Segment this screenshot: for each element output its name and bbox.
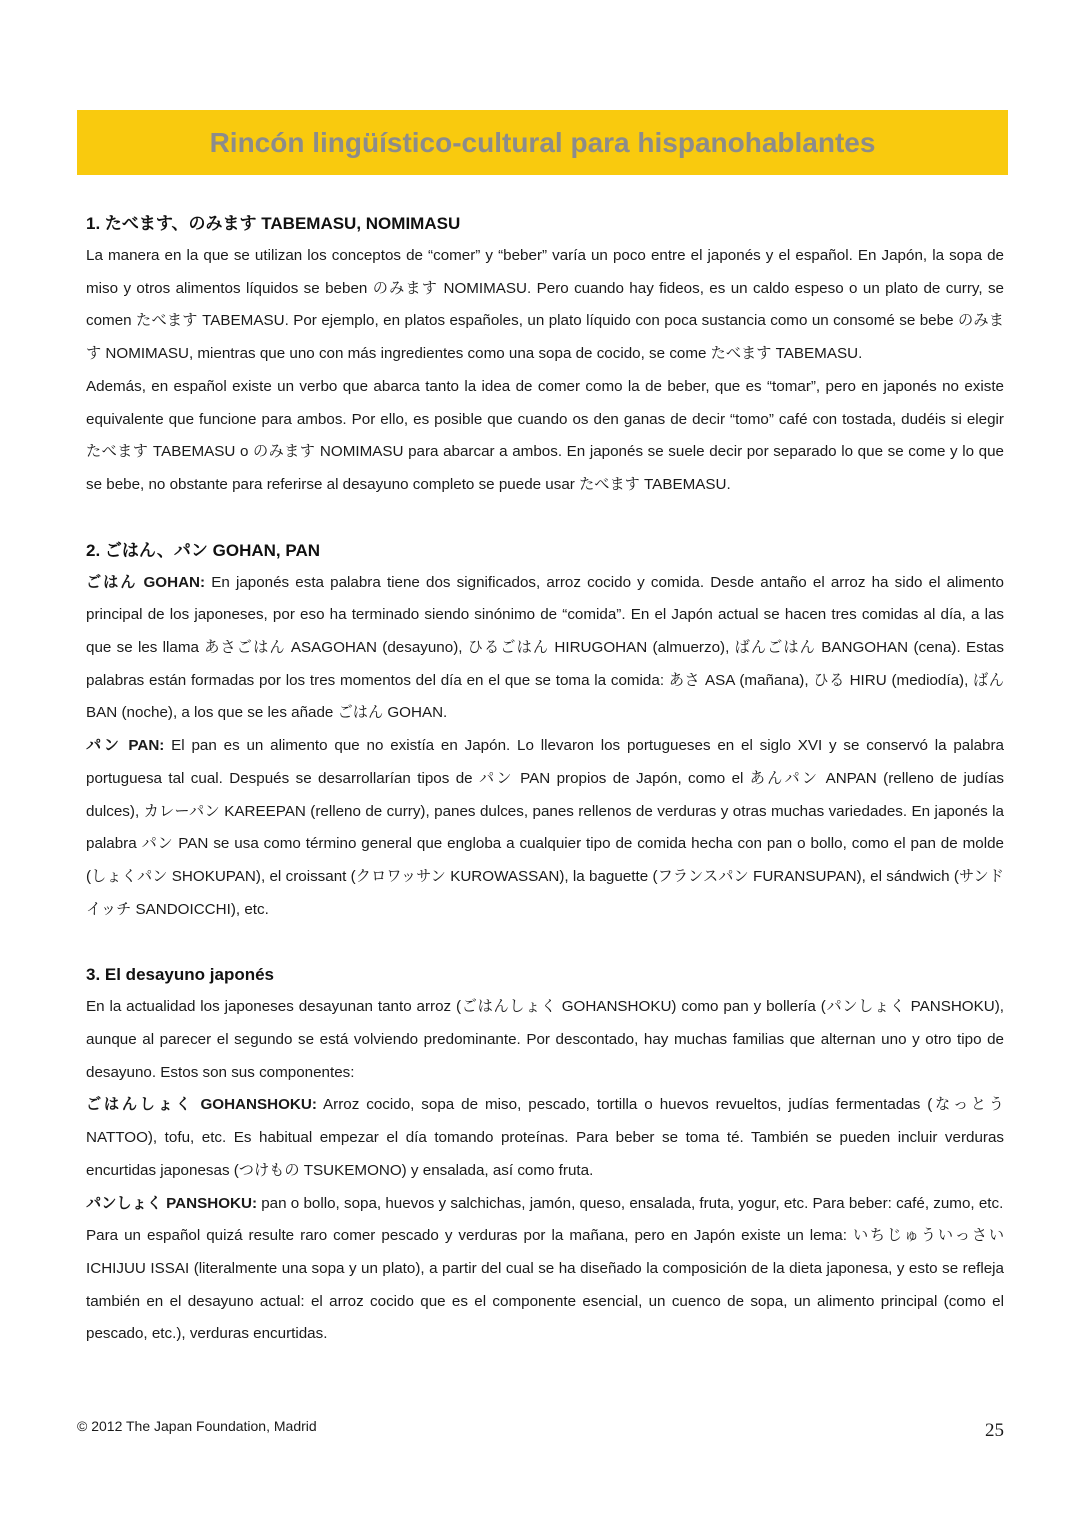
section-heading: 2. ごはん、パン GOHAN, PAN xyxy=(86,540,320,560)
term-label: ごはん GOHAN: xyxy=(86,573,206,591)
term-text: Arroz cocido, sopa de miso, pescado, tortilla o huevos revueltos, judías fermentadas (なっとう NATTOO), tofu, etc. Es habitual empezar el día tomando proteínas. Para beber se toma té. También se pueden incluir verduras encurtidas japonesas (つけもの TSUKEMONO) y ensalada, así como fruta. xyxy=(86,1096,1004,1179)
paragraph: Además, en español existe un verbo que abarca tanto la idea de comer como la de beber, que es “tomar”, pero en japonés no existe equivalente que funcione para ambos. Por ello, es posible que cuando os den ganas de decir “tomo” café con tostada, dudéis si elegir たべます TABEMASU o のみます NOMIMASU para abarcar a ambos. En japonés se suele decir por separado lo que se come y lo que se bebe, no obstante para referirse al desayuno completo se puede usar たべます TABEMASU. xyxy=(86,377,1004,493)
section-gohan-pan xyxy=(86,535,1004,927)
pan-paragraph xyxy=(86,730,1004,926)
section-tabemasu-nomimasu xyxy=(86,208,1004,502)
page-number: 25 xyxy=(985,1420,1004,1441)
gohan-paragraph xyxy=(86,567,1004,731)
section-heading: 1. たべます、のみます TABEMASU, NOMIMASU xyxy=(86,214,461,233)
term-text: En japonés esta palabra tiene dos significados, arroz cocido y comida. Desde antaño el arroz ha sido el alimento principal de los japoneses, por eso ha terminado siendo sinónimo de “comida”. En el Japón actual se hacen tres comidas al día, a las que se les llama あさごはん ASAGOHAN (desayuno), ひるごはん HIRUGOHAN (almuerzo), ばんごはん BANGOHAN (cena). Estas palabras están formadas por los tres momentos del día en el que se toma la comida: あさ ASA (mañana), ひる HIRU (mediodía), ばん BAN (noche), a los que se les añade ごはん GOHAN. xyxy=(86,573,1004,722)
panshoku-paragraph xyxy=(86,1188,1004,1221)
paragraph: En la actualidad los japoneses desayunan tanto arroz (ごはんしょく GOHANSHOKU) como pan y bollería (パンしょく PANSHOKU), aunque al parecer el segundo se está volviendo predominante. Por descontado, hay muchas familias que alternan uno y otro tipo de desayuno. Estos son sus componentes: xyxy=(86,998,1004,1081)
term-text: pan o bollo, sopa, huevos y salchichas, jamón, queso, ensalada, fruta, yogur, etc. Para beber: café, zumo, etc. xyxy=(257,1194,1004,1212)
term-text: El pan es un alimento que no existía en Japón. Lo llevaron los portugueses en el siglo XVI y se conservó la palabra portuguesa tal cual. Después se desarrollarían tipos de パン PAN propios de Japón, como el あんパン ANPAN (relleno de judías dulces), カレーパン KAREEPAN (relleno de curry), panes dulces, panes rellenos de verduras y otras muchas variedades. En japonés la palabra パン PAN se usa como término general que engloba a cualquier tipo de comida hecha con pan o bollo, como el pan de molde (しょくパン SHOKUPAN), el croissant (クロワッサン KUROWASSAN), la baguette (フランスパン FURANSUPAN), el sándwich (サンドイッチ SANDOICCHI), etc. xyxy=(86,737,1004,918)
term-label: パン PAN: xyxy=(86,737,165,755)
term-label: パンしょく PANSHOKU: xyxy=(86,1194,257,1212)
page-title: Rincón lingüístico-cultural para hispanohablantes xyxy=(209,126,876,158)
title-banner xyxy=(77,110,1008,175)
copyright: © 2012 The Japan Foundation, Madrid xyxy=(77,1418,317,1434)
section-desayuno xyxy=(86,959,1004,1351)
paragraph: Para un español quizá resulte raro comer pescado y verduras por la mañana, pero en Japón existe un lema: いちじゅういっさい ICHIJUU ISSAI (literalmente una sopa y un plato), a partir del cual se ha diseñado la composición de la dieta japonesa, y esto se refleja también en el desayuno actual: el arroz cocido que es el componente esencial, un cuenco de sopa, un alimento principal (como el pescado, etc.), verduras encurtidas. xyxy=(86,1227,1004,1343)
gohanshoku-paragraph xyxy=(86,1089,1004,1187)
section-heading: 3. El desayuno japonés xyxy=(86,965,275,985)
main-content xyxy=(86,208,1004,1384)
paragraph: La manera en la que se utilizan los conceptos de “comer” y “beber” varía un poco entre el japonés y el español. En Japón, la sopa de miso y otros alimentos líquidos se beben のみます NOMIMASU. Pero cuando hay fideos, es un caldo espeso o un plato de curry, se comen たべます TABEMASU. Por ejemplo, en platos españoles, un plato líquido con poca sustancia como un consomé se bebe のみます NOMIMASU, mientras que uno con más ingredientes como una sopa de cocido, se come たべます TABEMASU. xyxy=(86,247,1004,363)
term-label: ごはんしょく GOHANSHOKU: xyxy=(86,1096,317,1114)
